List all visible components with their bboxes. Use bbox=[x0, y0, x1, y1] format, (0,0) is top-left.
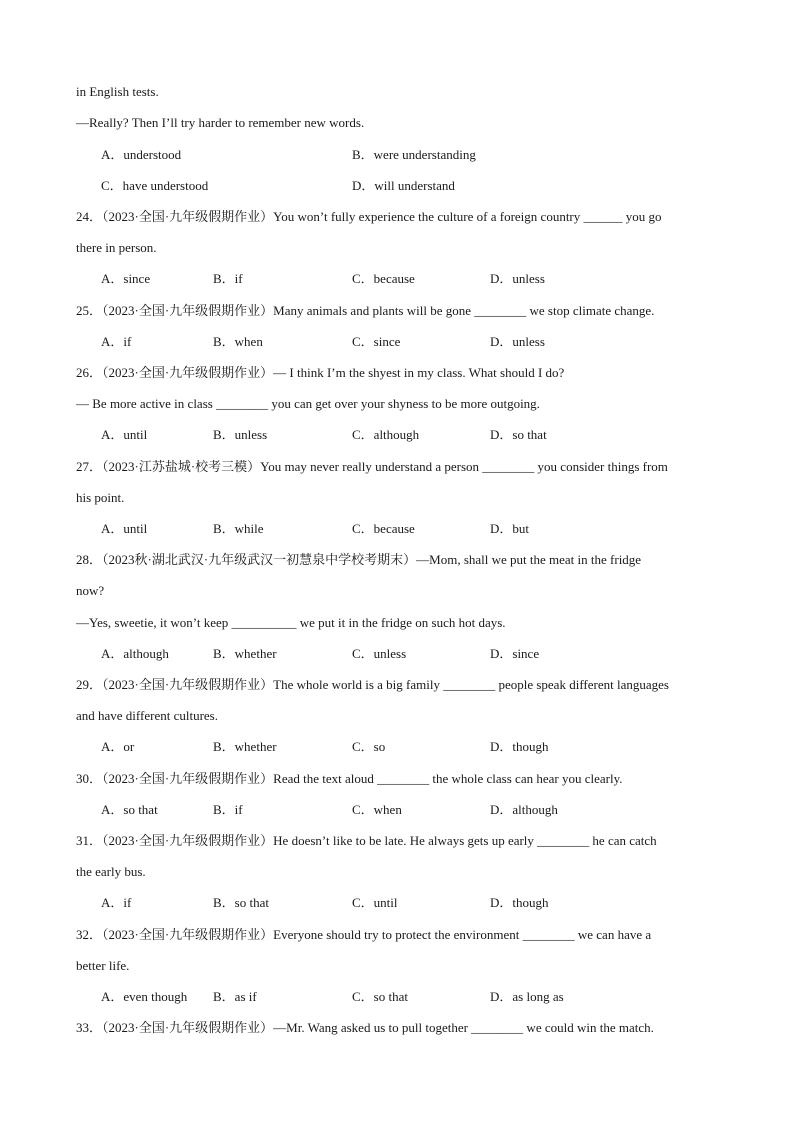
question-32-stem-continued: better life. bbox=[76, 958, 130, 973]
option-b[interactable]: B．while bbox=[213, 521, 264, 536]
question-24-options bbox=[101, 271, 734, 287]
option-a[interactable]: A．understood bbox=[101, 147, 182, 162]
question-31-options bbox=[101, 895, 734, 911]
option-d[interactable]: D．unless bbox=[490, 271, 545, 286]
question-32-stem: 32．（2023·全国·九年级假期作业）Everyone should try to protect the environment ________ we can have a bbox=[76, 927, 652, 942]
question-29-stem: 29．（2023·全国·九年级假期作业）The whole world is a big family ________ people speak different languages bbox=[76, 677, 669, 692]
option-d[interactable]: D．since bbox=[490, 646, 540, 661]
option-c[interactable]: C．so that bbox=[352, 989, 408, 1004]
question-31-stem: 31．（2023·全国·九年级假期作业）He doesn’t like to be late. He always gets up early ________ he can catch bbox=[76, 833, 657, 848]
question-28-stem: 28．（2023秋·湖北武汉·九年级武汉一初慧泉中学校考期末）—Mom, shall we put the meat in the fridge bbox=[76, 552, 642, 567]
question-28-options bbox=[101, 646, 734, 662]
option-b[interactable]: B．when bbox=[213, 334, 263, 349]
option-b[interactable]: B．whether bbox=[213, 739, 277, 754]
option-b[interactable]: B．if bbox=[213, 271, 243, 286]
option-b[interactable]: B．unless bbox=[213, 427, 268, 442]
option-a[interactable]: A．if bbox=[101, 895, 132, 910]
question-23-response: —Really? Then I’ll try harder to remember new words. bbox=[76, 115, 365, 130]
option-d[interactable]: D．so that bbox=[490, 427, 547, 442]
question-26-response: — Be more active in class ________ you can get over your shyness to be more outgoing. bbox=[76, 396, 540, 411]
option-a[interactable]: A．until bbox=[101, 521, 148, 536]
question-30-options bbox=[101, 802, 734, 818]
option-c[interactable]: C．have understood bbox=[101, 178, 209, 193]
option-b[interactable]: B．if bbox=[213, 802, 243, 817]
question-24-stem-continued: there in person. bbox=[76, 240, 157, 255]
question-25-options bbox=[101, 334, 734, 350]
question-26-stem: 26．（2023·全国·九年级假期作业）— I think I’m the shyest in my class. What should I do? bbox=[76, 365, 565, 380]
question-32-options bbox=[101, 989, 734, 1005]
question-27-stem: 27．（2023·江苏盐城·校考三模）You may never really understand a person ________ you consider things from bbox=[76, 459, 668, 474]
question-33-stem: 33．（2023·全国·九年级假期作业）—Mr. Wang asked us to pull together ________ we could win the match. bbox=[76, 1020, 654, 1035]
option-a[interactable]: A．or bbox=[101, 739, 135, 754]
option-a[interactable]: A．even though bbox=[101, 989, 188, 1004]
question-24-stem: 24．（2023·全国·九年级假期作业）You won’t fully experience the culture of a foreign country ______ you go bbox=[76, 209, 662, 224]
option-a[interactable]: A．so that bbox=[101, 802, 158, 817]
option-c[interactable]: C．so bbox=[352, 739, 386, 754]
question-27-options bbox=[101, 521, 734, 537]
option-b[interactable]: B．whether bbox=[213, 646, 277, 661]
option-b[interactable]: B．so that bbox=[213, 895, 269, 910]
question-29-options bbox=[101, 739, 734, 755]
question-23-options-row-1 bbox=[101, 147, 734, 163]
option-d[interactable]: D．will understand bbox=[352, 178, 455, 193]
option-d[interactable]: D．but bbox=[490, 521, 530, 536]
option-c[interactable]: C．until bbox=[352, 895, 398, 910]
option-d[interactable]: D．unless bbox=[490, 334, 545, 349]
option-c[interactable]: C．since bbox=[352, 334, 401, 349]
option-b[interactable]: B．were understanding bbox=[352, 147, 476, 162]
option-c[interactable]: C．unless bbox=[352, 646, 407, 661]
option-a[interactable]: A．if bbox=[101, 334, 132, 349]
question-23-options-row-2 bbox=[101, 178, 734, 194]
option-d[interactable]: D．though bbox=[490, 739, 549, 754]
question-28-stem-continued: now? bbox=[76, 583, 105, 598]
option-d[interactable]: D．though bbox=[490, 895, 549, 910]
question-31-stem-continued: the early bus. bbox=[76, 864, 146, 879]
option-a[interactable]: A．until bbox=[101, 427, 148, 442]
option-c[interactable]: C．although bbox=[352, 427, 420, 442]
question-27-stem-continued: his point. bbox=[76, 490, 125, 505]
option-a[interactable]: A．since bbox=[101, 271, 151, 286]
option-d[interactable]: D．although bbox=[490, 802, 558, 817]
question-25-stem: 25．（2023·全国·九年级假期作业）Many animals and plants will be gone ________ we stop climate change. bbox=[76, 303, 655, 318]
question-29-stem-continued: and have different cultures. bbox=[76, 708, 218, 723]
option-c[interactable]: C．when bbox=[352, 802, 402, 817]
option-a[interactable]: A．although bbox=[101, 646, 169, 661]
question-30-stem: 30．（2023·全国·九年级假期作业）Read the text aloud ________ the whole class can hear you clearly. bbox=[76, 771, 623, 786]
option-d[interactable]: D．as long as bbox=[490, 989, 564, 1004]
option-b[interactable]: B．as if bbox=[213, 989, 257, 1004]
option-c[interactable]: C．because bbox=[352, 271, 415, 286]
question-23-continuation: in English tests. bbox=[76, 84, 159, 99]
option-c[interactable]: C．because bbox=[352, 521, 415, 536]
question-28-response: —Yes, sweetie, it won’t keep __________ we put it in the fridge on such hot days. bbox=[76, 615, 506, 630]
question-26-options bbox=[101, 427, 734, 443]
